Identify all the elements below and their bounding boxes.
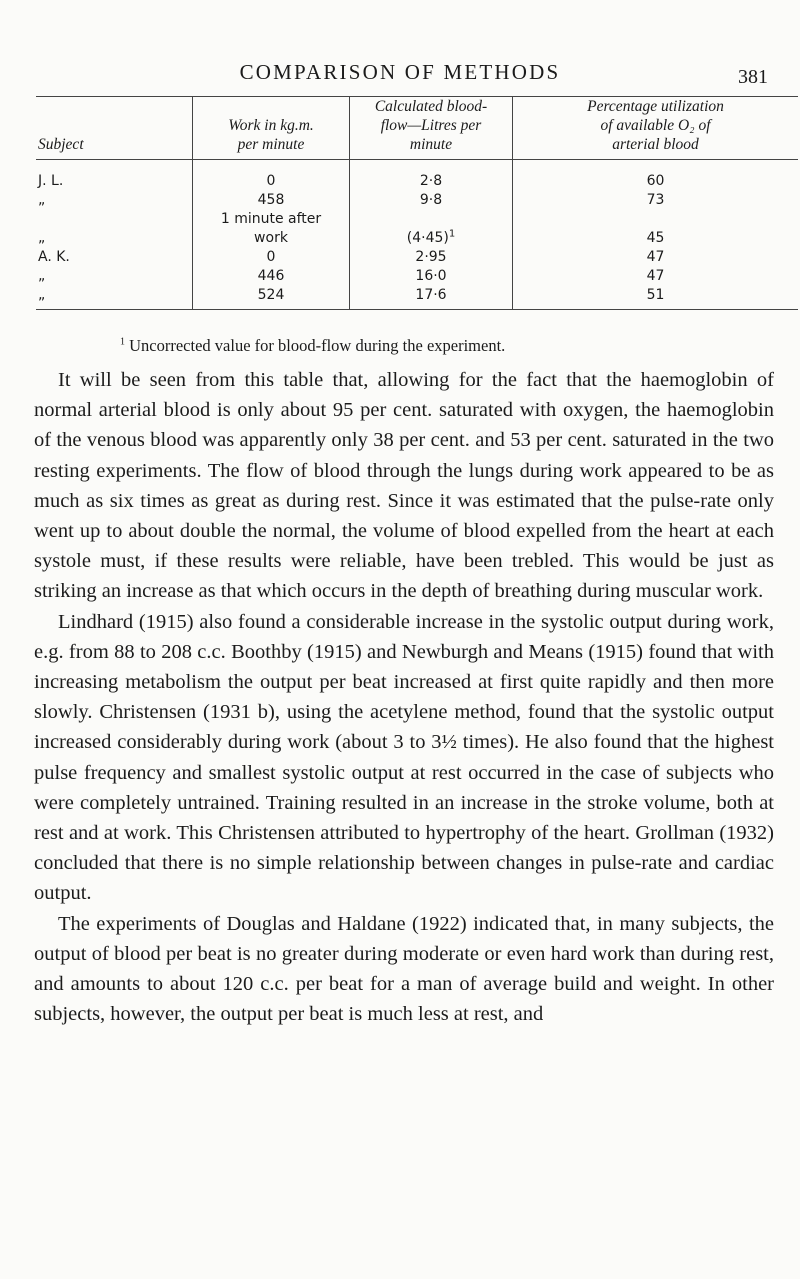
cell-work: 446 [193, 267, 350, 286]
column-header-utilization: Percentage utilization of available O₂ of arterial blood [513, 97, 799, 160]
cell-work: 524 [193, 286, 350, 310]
body-text [34, 365, 774, 1029]
cell-flow: 2·8 [350, 160, 513, 192]
cell-flow: 17·6 [350, 286, 513, 310]
cell-utilization: 47 [513, 248, 799, 267]
page-number: 381 [738, 66, 768, 88]
footnote-number: 1 [120, 336, 125, 348]
cell-utilization: 45 [513, 210, 799, 248]
paragraph: Lindhard (1915) also found a considerable increase in the systolic output during work, e.g. from 88 to 208 c.c. Boothby (1915) and Newburgh and Means (1915) found that with increasing metabolism the output per beat increased at first quite rapidly and then more slowly. Christensen (1931 b), using the acetylene method, found that the systolic output increased considerably during work (about 3 to 3½ times). He also found that the highest pulse frequency and smallest systolic output at rest occurred in the case of subjects who were completely untrained. Training resulted in an increase in the stroke volume, both at rest and at work. This Christensen attributed to hypertrophy of the heart. Grollman (1932) concluded that there is no simple relationship between changes in pulse-rate and cardiac output. [34, 610, 774, 905]
cell-subject: „ [38, 192, 46, 208]
footnote-marker: 1 [448, 228, 456, 240]
column-header-subject: Subject [36, 97, 193, 160]
paragraph: The experiments of Douglas and Haldane (1922) indicated that, in many subjects, the output of blood per beat is no greater during moderate or even hard work than during rest, and amounts to about 120 c.c. per beat for a man of average build and weight. In other subjects, however, the output per beat is much less at rest, and [34, 912, 774, 1026]
table-footnote: $^1$ Uncorrected value for blood-flow during the experiment. [120, 336, 506, 355]
table-row [36, 267, 798, 286]
running-title: COMPARISON OF METHODS [239, 60, 561, 84]
cell-subject: „ [38, 268, 46, 284]
column-header-flow: Calculated blood- flow—Litres per minute [350, 97, 513, 160]
cell-flow: 16·0 [350, 267, 513, 286]
cell-flow: $(4\cdot 45)^1$ [350, 210, 513, 248]
cell-utilization: 47 [513, 267, 799, 286]
cell-subject: „ [36, 286, 193, 310]
running-head [0, 60, 800, 90]
cell-utilization: 60 [513, 160, 799, 192]
cell-subject: A. K. [38, 249, 70, 265]
table-row [36, 210, 798, 248]
cell-flow: 9·8 [350, 191, 513, 210]
table-header-row [36, 97, 798, 160]
cell-work: 458 [193, 191, 350, 210]
cell-subject: J. L. [38, 173, 64, 189]
cell-utilization: 73 [513, 191, 799, 210]
data-table [36, 96, 798, 310]
cell-work: 0 [193, 160, 350, 192]
table-row [36, 191, 798, 210]
cell-flow: 2·95 [350, 248, 513, 267]
column-header-work: Work in kg.m. per minute [193, 97, 350, 160]
table-row [36, 248, 798, 267]
cell-work: 1 minute after work [193, 210, 350, 248]
cell-subject: „ [38, 230, 46, 246]
cell-work: 0 [193, 248, 350, 267]
table-row [36, 286, 798, 310]
table-row [36, 160, 798, 192]
paragraph: It will be seen from this table that, allowing for the fact that the haemoglobin of normal arterial blood is only about 95 per cent. saturated with oxygen, the haemoglobin of the venous blood was apparently only 38 per cent. and 53 per cent. saturated in the two resting experiments. The flow of blood through the lungs during work appeared to be as much as six times as great as during rest. Since it was estimated that the pulse-rate only went up to about double the normal, the volume of blood expelled from the heart at each systole must, if these results were reliable, have been trebled. This would be just as striking an increase as that which occurs in the depth of breathing during muscular work. [34, 369, 774, 603]
cell-utilization: 51 [513, 286, 799, 310]
